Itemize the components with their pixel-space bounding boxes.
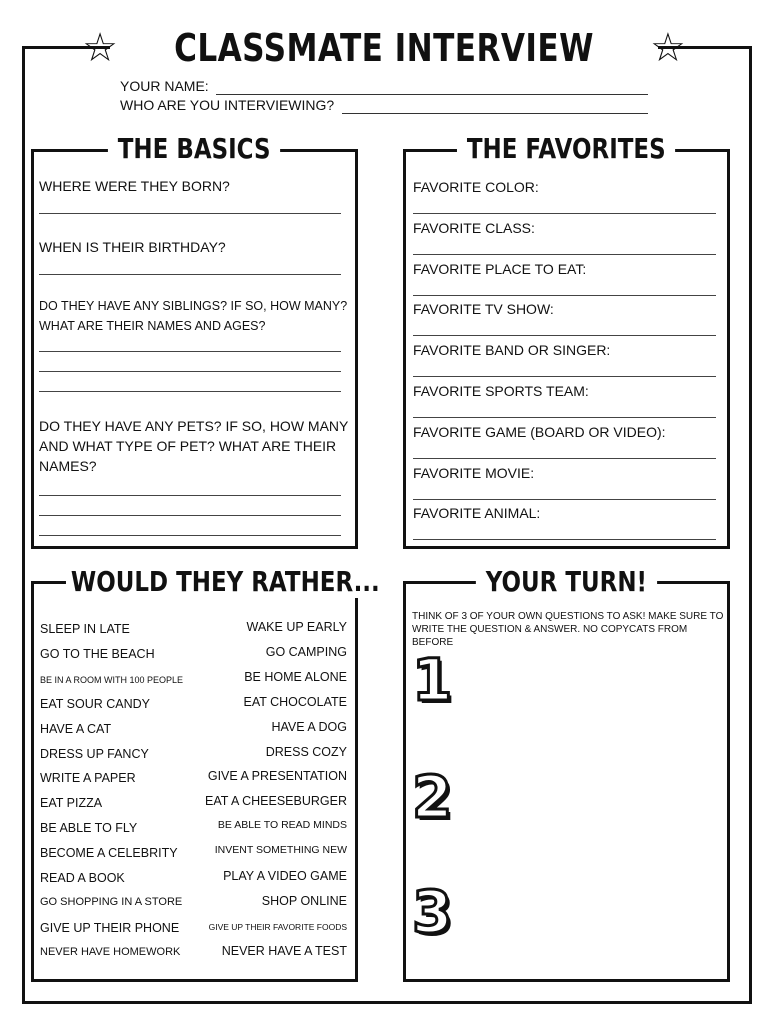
- favorite-answer-line[interactable]: [413, 376, 716, 377]
- your-turn-title: YOUR TURN!: [476, 565, 657, 598]
- rather-option-left[interactable]: BE ABLE TO FLY: [40, 821, 138, 836]
- favorite-answer-line[interactable]: [413, 458, 716, 459]
- rather-option-left[interactable]: EAT PIZZA: [40, 796, 103, 811]
- favorite-answer-line[interactable]: [413, 295, 716, 296]
- favorite-label: FAVORITE GAME (BOARD OR VIDEO):: [413, 423, 666, 440]
- basics-box: [31, 149, 358, 549]
- favorite-label: FAVORITE CLASS:: [413, 219, 535, 236]
- interviewee-field[interactable]: [342, 113, 648, 114]
- rather-option-right[interactable]: INVENT SOMETHING NEW: [214, 844, 347, 857]
- rather-option-right[interactable]: EAT CHOCOLATE: [243, 694, 347, 709]
- answer-line[interactable]: [39, 274, 341, 275]
- favorite-answer-line[interactable]: [413, 213, 716, 214]
- your-name-field[interactable]: [216, 94, 648, 95]
- favorite-answer-line[interactable]: [413, 539, 716, 540]
- rather-option-left[interactable]: WRITE A PAPER: [40, 771, 136, 786]
- question-number-2: 2: [412, 763, 453, 831]
- title-bar: [82, 20, 686, 76]
- star-icon: ☆: [649, 26, 686, 70]
- rather-option-right[interactable]: BE HOME ALONE: [244, 669, 347, 684]
- favorite-answer-line[interactable]: [413, 417, 716, 418]
- answer-line[interactable]: [39, 371, 341, 372]
- rather-option-right[interactable]: DRESS COZY: [265, 744, 347, 759]
- rather-option-left[interactable]: NEVER HAVE HOMEWORK: [40, 945, 181, 958]
- favorite-answer-line[interactable]: [413, 254, 716, 255]
- favorite-label: FAVORITE MOVIE:: [413, 464, 535, 481]
- rather-option-right[interactable]: GO CAMPING: [265, 644, 347, 659]
- rather-option-right[interactable]: BE ABLE TO READ MINDS: [217, 819, 347, 832]
- favorite-label: FAVORITE COLOR:: [413, 179, 539, 195]
- basics-question-birthday: WHEN IS THEIR BIRTHDAY?: [39, 239, 226, 255]
- question-number-3: 3: [412, 878, 453, 946]
- question-number-1: 1: [412, 646, 453, 714]
- favorite-label: FAVORITE TV SHOW:: [413, 301, 554, 318]
- rather-option-right[interactable]: PLAY A VIDEO GAME: [223, 869, 347, 883]
- rather-option-left[interactable]: DRESS UP FANCY: [40, 746, 149, 761]
- rather-option-right[interactable]: WAKE UP EARLY: [246, 620, 347, 634]
- rather-option-right[interactable]: NEVER HAVE A TEST: [221, 943, 347, 958]
- rather-option-right[interactable]: HAVE A DOG: [271, 719, 347, 734]
- answer-line[interactable]: [39, 391, 341, 392]
- answer-line[interactable]: [39, 535, 341, 536]
- answer-line[interactable]: [39, 351, 341, 352]
- answer-line[interactable]: [39, 213, 341, 214]
- rather-option-right[interactable]: SHOP ONLINE: [261, 893, 347, 908]
- answer-line[interactable]: [39, 495, 341, 496]
- rather-option-left[interactable]: GO SHOPPING IN A STORE: [40, 895, 183, 908]
- favorites-title: THE FAVORITES: [457, 132, 675, 165]
- rather-option-left[interactable]: HAVE A CAT: [40, 721, 112, 736]
- rather-option-right[interactable]: GIVE A PRESENTATION: [207, 769, 347, 784]
- rather-option-left[interactable]: READ A BOOK: [40, 871, 125, 885]
- answer-line[interactable]: [39, 515, 341, 516]
- basics-title-wrap: [31, 132, 358, 165]
- basics-title: THE BASICS: [108, 132, 280, 165]
- interviewee-label: WHO ARE YOU INTERVIEWING?: [120, 97, 335, 113]
- your-name-label: YOUR NAME:: [120, 78, 209, 94]
- favorites-title-wrap: [403, 132, 730, 165]
- rather-option-left[interactable]: GIVE UP THEIR PHONE: [40, 920, 180, 935]
- favorite-label: FAVORITE SPORTS TEAM:: [413, 383, 589, 399]
- rather-title: WOULD THEY RATHER...: [66, 565, 385, 598]
- basics-question-born: WHERE WERE THEY BORN?: [39, 178, 230, 194]
- favorite-answer-line[interactable]: [413, 335, 716, 336]
- your-turn-instructions: THINK OF 3 OF YOUR OWN QUESTIONS TO ASK! MAKE SURE TO WRITE THE QUESTION & ANSWER. NO COPYCATS FROM BEFORE: [412, 611, 724, 648]
- favorite-label: FAVORITE BAND OR SINGER:: [413, 342, 611, 359]
- rather-title-wrap: [31, 565, 380, 598]
- basics-question-siblings: DO THEY HAVE ANY SIBLINGS? IF SO, HOW MANY? WHAT ARE THEIR NAMES AND AGES?: [39, 299, 348, 333]
- your-turn-title-wrap: [403, 565, 730, 598]
- favorite-answer-line[interactable]: [413, 499, 716, 500]
- favorite-label: FAVORITE ANIMAL:: [413, 505, 541, 522]
- rather-option-left[interactable]: GO TO THE BEACH: [40, 646, 155, 661]
- rather-option-left[interactable]: BE IN A ROOM WITH 100 PEOPLE: [40, 674, 184, 685]
- rather-option-right[interactable]: EAT A CHEESEBURGER: [205, 794, 347, 809]
- rather-option-left[interactable]: BECOME A CELEBRITY: [40, 846, 178, 861]
- rather-option-left[interactable]: SLEEP IN LATE: [40, 622, 130, 636]
- page-title: CLASSMATE INTERVIEW: [174, 26, 594, 70]
- basics-question-pets: DO THEY HAVE ANY PETS? IF SO, HOW MANY AND WHAT TYPE OF PET? WHAT ARE THEIR NAMES?: [39, 418, 349, 474]
- favorite-label: FAVORITE PLACE TO EAT:: [413, 260, 587, 277]
- star-icon: ☆: [82, 26, 119, 70]
- rather-option-right[interactable]: GIVE UP THEIR FAVORITE FOODS: [208, 921, 347, 932]
- rather-option-left[interactable]: EAT SOUR CANDY: [40, 696, 150, 711]
